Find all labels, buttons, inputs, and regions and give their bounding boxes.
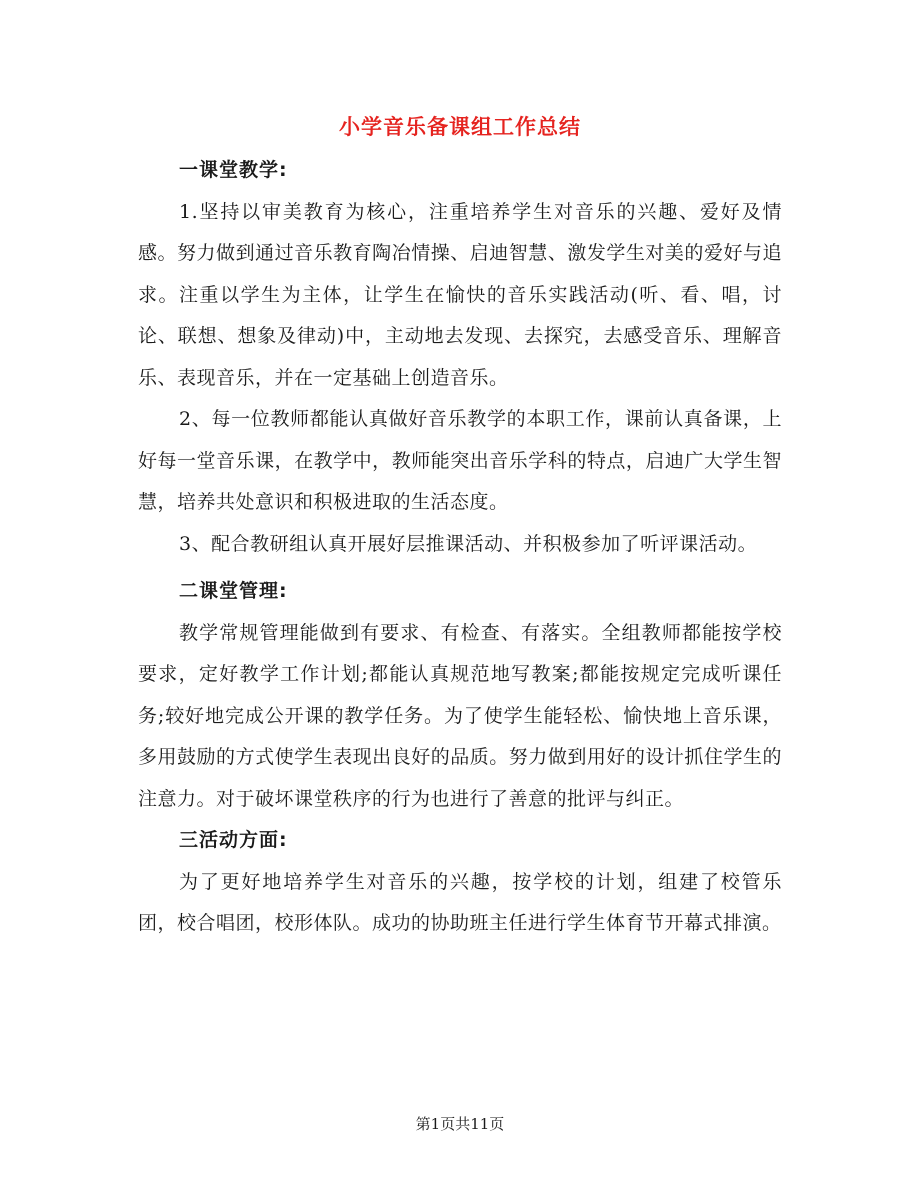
- section-heading-activities: 三活动方面:: [179, 829, 288, 851]
- paragraph: 1.坚持以审美教育为核心，注重培养学生对音乐的兴趣、爱好及情感。努力做到通过音乐教育陶冶情操、启迪智慧、激发学生对美的爱好与追求。注重以学生为主体，让学生在愉快的音乐实践活动(听、看、唱，讨论、联想、想象及律动)中，主动地去发现、去探究，去感受音乐、理解音乐、表现音乐，并在一定基础上创造音乐。: [138, 200, 782, 389]
- section-heading-management: 二课堂管理:: [179, 580, 288, 602]
- document-title: 小学音乐备课组工作总结: [339, 115, 581, 139]
- document-body: [138, 150, 782, 945]
- paragraph: 2、每一位教师都能认真做好音乐教学的本职工作，课前认真备课，上好每一堂音乐课，在教学中，教师能突出音乐学科的特点，启迪广大学生智慧，培养共处意识和积极进取的生活态度。: [138, 408, 782, 513]
- section-heading-teaching: 一课堂教学:: [179, 159, 288, 181]
- paragraph: 为了更好地培养学生对音乐的兴趣，按学校的计划，组建了校管乐团，校合唱团，校形体队。成功的协助班主任进行学生体育节开幕式排演。: [138, 870, 782, 934]
- paragraph: 教学常规管理能做到有要求、有检查、有落实。全组教师都能按学校要求，定好教学工作计划;都能认真规范地写教案;都能按规定完成听课任务;较好地完成公开课的教学任务。为了使学生能轻松、愉快地上音乐课，多用鼓励的方式使学生表现出良好的品质。努力做到用好的设计抓住学生的注意力。对于破坏课堂秩序的行为也进行了善意的批评与纠正。: [138, 621, 782, 810]
- page-number: 第1页共11页: [415, 1115, 505, 1133]
- paragraph: 3、配合教研组认真开展好层推课活动、并积极参加了听评课活动。: [179, 532, 758, 555]
